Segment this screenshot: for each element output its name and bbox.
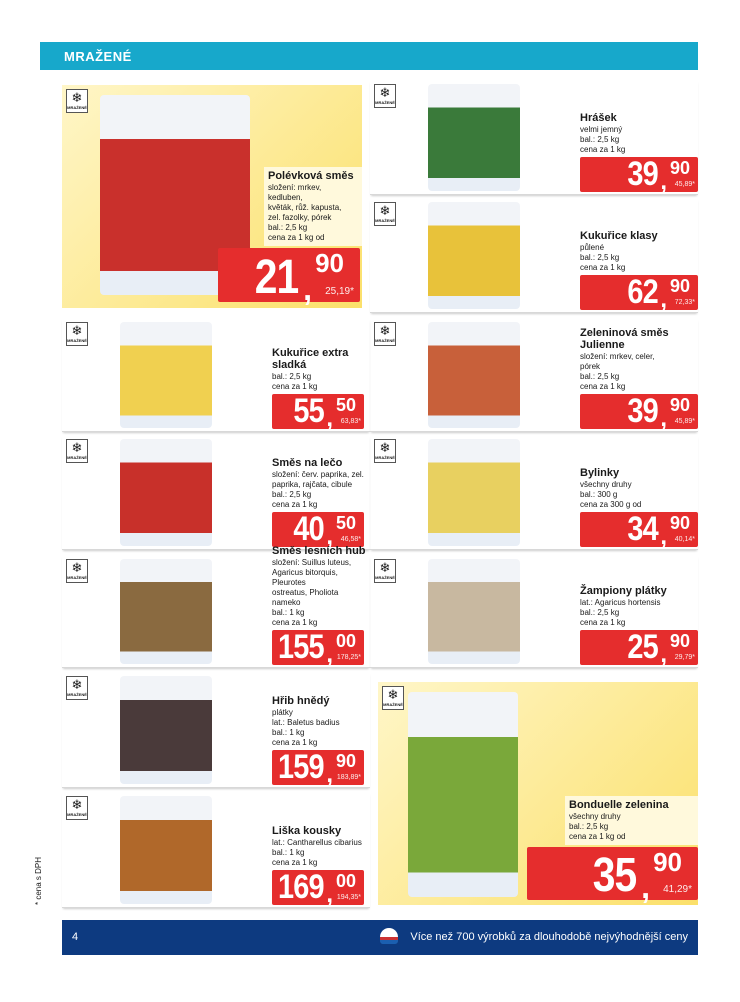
- price-tag: [272, 748, 364, 788]
- product-detail: velmi jemný: [580, 125, 623, 134]
- product-info: [580, 84, 696, 155]
- product-info: [272, 322, 368, 392]
- product-card[interactable]: [62, 792, 370, 908]
- snowflake-icon: ❄ MRAŽENÉ: [66, 559, 88, 583]
- product-card[interactable]: [62, 435, 370, 550]
- product-name: Hrášek: [580, 112, 617, 124]
- product-card[interactable]: [62, 545, 370, 668]
- price-with-vat: 63,83*: [340, 418, 361, 425]
- price-tag: [580, 273, 698, 313]
- product-detail: cena za 1 kg: [580, 618, 626, 627]
- product-detail: bal.: 300 g: [580, 490, 618, 499]
- product-image: [428, 559, 520, 664]
- frozen-badge-label: MRAŽENÉ: [67, 692, 87, 697]
- product-detail: cena za 1 kg: [272, 738, 318, 747]
- product-detail: lat.: Baletus badius: [272, 718, 340, 727]
- product-detail: lat.: Agaricus hortensis: [580, 598, 661, 607]
- product-detail: zel. fazolky, pórek: [268, 213, 332, 222]
- product-detail: složení: Suillus luteus,: [272, 558, 352, 567]
- product-image: [428, 202, 520, 309]
- product-detail: pórek: [580, 362, 601, 371]
- product-detail: bal.: 2,5 kg: [580, 608, 620, 617]
- product-detail: cena za 1 kg od: [268, 233, 325, 242]
- price-with-vat: 46,58*: [340, 536, 361, 543]
- product-name: Zeleninová směs Julienne: [580, 327, 669, 351]
- product-detail: půlené: [580, 243, 605, 252]
- section-header: [40, 42, 698, 70]
- product-name: Žampiony plátky: [580, 585, 667, 597]
- frozen-badge-label: MRAŽENÉ: [375, 338, 395, 343]
- product-image: [120, 676, 212, 784]
- price-decimal: 90: [335, 751, 356, 771]
- price-comma: ,: [641, 869, 650, 905]
- product-name: Kukuřice klasy: [580, 230, 658, 242]
- price-with-vat: 45,89*: [674, 418, 695, 425]
- footer-slogan: Více než 700 výrobků za dlouhodobě nejvýhodnější ceny: [410, 931, 688, 943]
- frozen-badge-label: MRAŽENÉ: [67, 455, 87, 460]
- price-with-vat: 178,25*: [336, 654, 361, 661]
- product-name: Bonduelle zelenina: [569, 799, 669, 811]
- price-tag: [218, 248, 360, 307]
- product-image: [428, 84, 520, 191]
- product-name: Bylinky: [580, 467, 620, 479]
- product-detail: bal.: 1 kg: [272, 728, 305, 737]
- product-info: [272, 545, 368, 628]
- product-name: Hřib hnědý: [272, 695, 330, 707]
- price-main: 55: [293, 392, 324, 430]
- price-decimal: 90: [315, 248, 344, 278]
- product-info: [580, 202, 696, 273]
- price-decimal: 00: [335, 631, 356, 651]
- store-logo-icon: [380, 928, 398, 944]
- product-detail: květák, růž. kapusta,: [268, 203, 342, 212]
- price-decimal: 90: [669, 276, 690, 296]
- vat-note: * cena s DPH: [34, 856, 43, 905]
- product-card[interactable]: [370, 80, 698, 195]
- price-comma: ,: [326, 881, 333, 908]
- price-decimal: 90: [653, 847, 682, 877]
- price-tag: [272, 392, 364, 432]
- price-with-vat: 41,29*: [663, 884, 692, 895]
- product-image: [120, 559, 212, 664]
- price-decimal: 50: [335, 395, 356, 415]
- product-detail: cena za 1 kg od: [569, 832, 626, 841]
- price-tag: [527, 847, 698, 905]
- price-tag: [580, 628, 698, 668]
- product-detail: bal.: 2,5 kg: [272, 490, 312, 499]
- product-detail: cena za 300 g od: [580, 500, 642, 509]
- product-detail: složení: mrkev, kedluben,: [268, 183, 322, 202]
- snowflake-icon: ❄ MRAŽENÉ: [374, 84, 396, 108]
- price-with-vat: 40,14*: [674, 536, 695, 543]
- product-detail: bal.: 2,5 kg: [580, 253, 620, 262]
- product-card[interactable]: [62, 672, 370, 788]
- product-image: [120, 796, 212, 904]
- price-main: 159: [278, 748, 324, 786]
- price-main: 39: [627, 155, 658, 193]
- price-main: 25: [627, 628, 658, 666]
- product-info: [264, 167, 362, 246]
- price-comma: ,: [660, 168, 667, 195]
- snowflake-icon: ❄ MRAŽENÉ: [66, 322, 88, 346]
- price-main: 34: [627, 510, 658, 548]
- price-main: 155: [278, 628, 324, 666]
- product-detail: bal.: 1 kg: [272, 608, 305, 617]
- product-detail: ostreatus, Pholiota nameko: [272, 588, 339, 607]
- product-detail: bal.: 1 kg: [272, 848, 305, 857]
- price-decimal: 90: [669, 158, 690, 178]
- price-main: 62: [627, 273, 658, 311]
- product-name: Liška kousky: [272, 825, 342, 837]
- product-info: [272, 676, 368, 748]
- product-detail: bal.: 2,5 kg: [580, 372, 620, 381]
- frozen-badge-label: MRAŽENÉ: [383, 702, 403, 707]
- price-decimal: 90: [669, 513, 690, 533]
- product-image: [120, 322, 212, 428]
- price-with-vat: 29,79*: [674, 654, 695, 661]
- price-main: 169: [278, 868, 324, 906]
- price-comma: ,: [660, 286, 667, 313]
- product-name: Směs na lečo: [272, 457, 343, 469]
- product-detail: cena za 1 kg: [580, 263, 626, 272]
- product-info: [272, 439, 368, 510]
- section-title: MRAŽENÉ: [64, 49, 132, 64]
- footer-bar: [62, 920, 698, 955]
- frozen-badge-label: MRAŽENÉ: [375, 100, 395, 105]
- product-detail: všechny druhy: [569, 812, 621, 821]
- product-info: [580, 322, 696, 392]
- product-detail: plátky: [272, 708, 293, 717]
- snowflake-icon: ❄ MRAŽENÉ: [374, 559, 396, 583]
- product-name: Polévková směs: [268, 170, 354, 182]
- snowflake-icon: ❄ MRAŽENÉ: [66, 439, 88, 463]
- price-decimal: 90: [669, 395, 690, 415]
- price-main: 40: [293, 510, 324, 548]
- product-info: [565, 796, 698, 845]
- price-tag: [580, 392, 698, 432]
- frozen-badge-label: MRAŽENÉ: [67, 812, 87, 817]
- product-detail: bal.: 2,5 kg: [580, 135, 620, 144]
- product-info: [580, 559, 696, 628]
- price-comma: ,: [303, 271, 312, 307]
- product-detail: cena za 1 kg: [272, 618, 318, 627]
- snowflake-icon: ❄ MRAŽENÉ: [66, 796, 88, 820]
- product-detail: Agaricus bitorquis, Pleurotes: [272, 568, 338, 587]
- product-detail: cena za 1 kg: [580, 382, 626, 391]
- price-comma: ,: [660, 523, 667, 550]
- product-name: Kukuřice extra sladká: [272, 347, 349, 371]
- price-main: 21: [254, 251, 298, 304]
- product-detail: všechny druhy: [580, 480, 632, 489]
- product-detail: složení: mrkev, celer,: [580, 352, 655, 361]
- price-main: 35: [592, 849, 636, 902]
- price-with-vat: 25,19*: [325, 286, 354, 297]
- product-info: [580, 439, 696, 510]
- frozen-badge-label: MRAŽENÉ: [375, 455, 395, 460]
- product-image: [428, 439, 520, 546]
- product-name: Směs lesních hub: [272, 545, 366, 557]
- frozen-badge-label: MRAŽENÉ: [67, 105, 87, 110]
- product-detail: cena za 1 kg: [272, 500, 318, 509]
- price-with-vat: 72,33*: [674, 299, 695, 306]
- product-info: [272, 796, 368, 868]
- page-number: 4: [72, 931, 79, 943]
- snowflake-icon: ❄ MRAŽENÉ: [382, 686, 404, 710]
- price-decimal: 90: [669, 631, 690, 651]
- price-comma: ,: [326, 761, 333, 788]
- product-card[interactable]: [378, 682, 698, 905]
- product-detail: cena za 1 kg: [272, 382, 318, 391]
- product-image: [428, 322, 520, 428]
- product-card[interactable]: [370, 555, 698, 668]
- price-main: 39: [627, 392, 658, 430]
- price-comma: ,: [326, 523, 333, 550]
- price-comma: ,: [660, 641, 667, 668]
- product-detail: bal.: 2,5 kg: [272, 372, 312, 381]
- price-with-vat: 45,89*: [674, 181, 695, 188]
- product-card[interactable]: [62, 85, 362, 308]
- product-detail: cena za 1 kg: [272, 858, 318, 867]
- price-decimal: 00: [335, 871, 356, 891]
- price-with-vat: 194,35*: [336, 894, 361, 901]
- frozen-badge-label: MRAŽENÉ: [375, 575, 395, 580]
- product-detail: složení: červ. paprika, zel.: [272, 470, 364, 479]
- price-tag: [580, 155, 698, 195]
- product-image: [120, 439, 212, 546]
- price-comma: ,: [326, 405, 333, 432]
- product-card[interactable]: [62, 318, 370, 432]
- price-tag: [272, 510, 364, 550]
- price-tag: [272, 628, 364, 668]
- price-decimal: 50: [335, 513, 356, 533]
- price-with-vat: 183,89*: [336, 774, 361, 781]
- price-tag: [272, 868, 364, 908]
- product-detail: lat.: Cantharellus cibarius: [272, 838, 362, 847]
- snowflake-icon: ❄ MRAŽENÉ: [66, 89, 88, 113]
- product-card[interactable]: [370, 198, 698, 313]
- product-detail: bal.: 2,5 kg: [268, 223, 308, 232]
- product-detail: paprika, rajčata, cibule: [272, 480, 353, 489]
- price-comma: ,: [326, 641, 333, 668]
- snowflake-icon: ❄ MRAŽENÉ: [374, 439, 396, 463]
- product-detail: bal.: 2,5 kg: [569, 822, 609, 831]
- product-card[interactable]: [370, 318, 698, 432]
- snowflake-icon: ❄ MRAŽENÉ: [374, 322, 396, 346]
- frozen-badge-label: MRAŽENÉ: [375, 218, 395, 223]
- product-card[interactable]: [370, 435, 698, 550]
- snowflake-icon: ❄ MRAŽENÉ: [66, 676, 88, 700]
- frozen-badge-label: MRAŽENÉ: [67, 338, 87, 343]
- price-comma: ,: [660, 405, 667, 432]
- frozen-badge-label: MRAŽENÉ: [67, 575, 87, 580]
- product-image: [408, 692, 518, 897]
- product-detail: cena za 1 kg: [580, 145, 626, 154]
- price-tag: [580, 510, 698, 550]
- snowflake-icon: ❄ MRAŽENÉ: [374, 202, 396, 226]
